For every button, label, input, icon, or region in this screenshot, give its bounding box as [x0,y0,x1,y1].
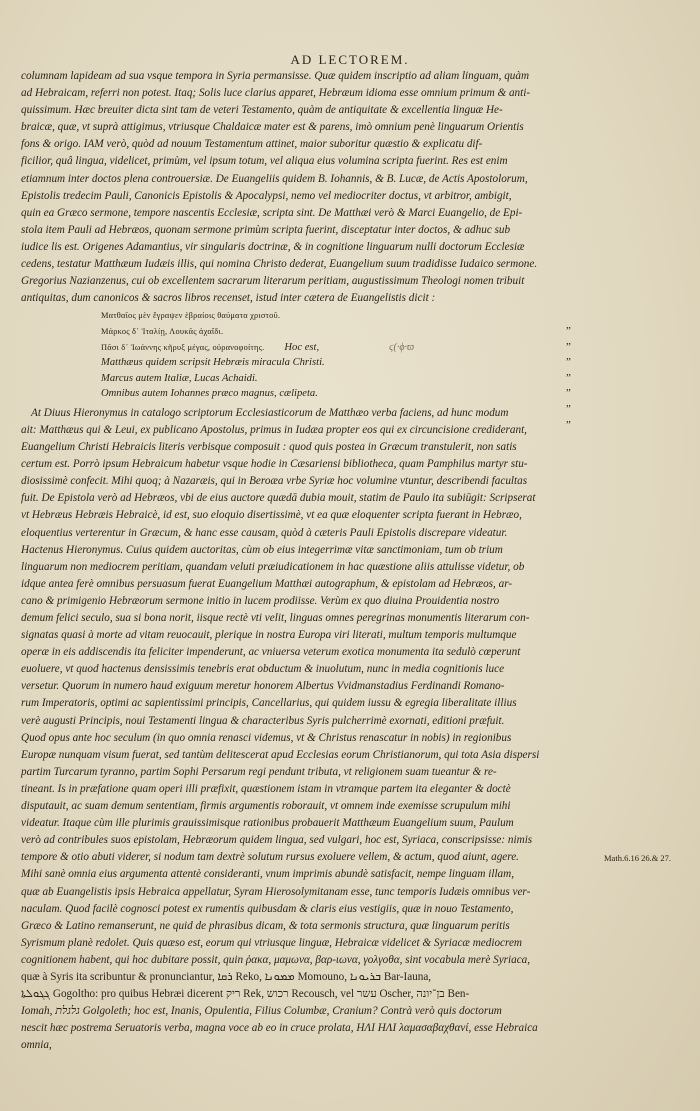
catchword: omnia, [21,1039,52,1052]
text-line: verè augusti Principis, noui Testamenti lingua & characteribus Syris pulcherrimè exornati, editioni præfuit. [21,714,505,727]
text-line: quissimum. Hæc breuiter dicta sint tam de veteri Testamento, quàm de antiquitate & excellentia linguæ He- [21,104,503,117]
text-line: ad Hebraicam, referri non potest. Itaq; Solis luce clarius apparet, Hebræum idioma esse omnium primum & anti- [21,87,531,100]
text-line: versetur. Quorum in numero haud exiguum meretur honorem Albertus Vvidmanstadius Ferdinandi Romano- [21,680,505,693]
text-line: tempore & otio abuti viderer, si nodum tam dextrè solutum rursus exoluere vellem, & actum, quod aiunt, agere. [21,851,519,864]
text-line: Epistolis tredecim Pauli, Canonicis Epistolis & Apocalypsi, nemo vel mediocriter doctus, vt arbitror, ambigit, [21,189,512,202]
quote-mark: „ [566,334,571,347]
quote-mark: „ [566,319,571,331]
text-line: Quod opus ante hoc seculum (in quo omnia renasci videmus, vt & Christus renascatur in nobis) in regionibus [21,731,512,744]
text-line: fuit. De Epistola verò ad Hebræos, vbi de eius auctore quædā dubia mouit, statim de Paulo ita subiūgit: Scripserat [21,492,536,505]
greek-verse: Ματθαῖος μὲν ἔγραψεν ἑβραίοις θαύματα χριστοῦ. [101,311,281,321]
text-line: stola item Pauli ad Hebræos, quonam sermone primùm scripta fuerint, disceptatur inter doctos, & adhuc sub [21,223,511,236]
text-line: signatas quasi à morte ad vitam reuocauit, plerique in nostra Europa viri literati, multum temporis multumque [21,629,517,642]
text-line: ficilior, quâ lingua, videlicet, primùm, vel ipsum totum, vel aliqua eius volumina scripta fuerint. Res est enim [21,155,508,168]
intro-paragraph [21,68,545,307]
text-line: quin ea Græco sermone, tempore nascentis Ecclesiæ, scripta sint. De Matthæi verò & Marci Euangelio, de Epi- [21,206,523,219]
quote-mark: „ [566,365,571,378]
text-line: Hactenus Hieronymus. Cuius quidem auctoritas, cùm ob eius integerrimæ vitæ sanctimoniam, tum ob trium [21,543,503,556]
text-line: euoluere, vt quod hactenus densissimis tenebris erat obductum & inuolutum, nunc in media cognitionis luce [21,663,505,676]
quotation-block [101,308,545,402]
quote-marks-column [566,318,586,427]
main-paragraph [21,405,545,1055]
greek-verse: Πᾶσι δ᾽ Ἰωάννης κῆρυξ μέγας, οὐρανοφοίτης. [101,342,265,352]
text-line: tineant. Is in præfatione quam operi illi præfixit, quæstionem istam in vtramque partem ita eleganter & doctè [21,782,511,795]
text-line: At Diuus Hieronymus in catalogo scriptorum Ecclesiasticorum de Matthæo verba faciens, ad hunc modum [31,406,509,419]
quote-mark: „ [566,396,571,409]
hoc-est-label: Hoc est, [284,341,320,353]
quote-mark: „ [566,350,571,363]
text-line: Mihi sanè omnia eius argumenta attentè consideranti, vnum imprimis abundè satisfacit, nempe linguam illam, [21,868,515,881]
text-line: nescit hæc postrema Seruatoris verba, magna voce ab eo in cruce prolata, ΗΛΙ ΗΛΙ λαμασαβαχθανί, esse Hebraica [21,1022,538,1035]
text-line: Euangelium Christi Hebraicis literis verbisque composuit : quod quis postea in Græcum transtulerit, non satis [21,441,517,454]
ink-smudge: ϛ(·ϕ·ϖ [389,341,415,353]
page-header: AD LECTOREM. [290,52,410,67]
text-line: certum est. Porrò ipsum Hebraicum habetur vsque hodie in Cæsariensi bibliotheca, quam Pamphilus martyr stu- [21,458,528,471]
text-line: cedens, testatur Matthæum Iudæis illis, qui nomina Christo dederat, Euangelium suum tradidisse Iudaico sermone. [21,258,538,271]
text-line: videatur. Itaque cùm ille plurimis grauissimisque rationibus probauerit Matthæum Euangelium suum, Paulum [21,817,514,830]
text-line: quæ ab Euangelistis ipsis Hebraica appellatur, Syram Hierosolymitanam esse, tunc temporis Iudæis omnibus ver- [21,885,531,898]
margin-note: Math.6.16 26.& 27. [604,853,672,863]
text-line: antiquitas, dum canonicos & sacros libros recenset, istud inter cætera de Euangelistis dicit : [21,292,436,305]
text-line: columnam lapideam ad sua vsque tempora in Syria permansisse. Quæ quidem inscriptio ad aliam linguam, quàm [21,70,530,82]
text-line: Gregorius Nazianzenus, cui ob excellentem sacrarum literarum peritiam, augustissimum Theologi nomen tribuit [21,275,525,288]
latin-verse: Omnibus autem Iohannes præco magnus, cælipeta. [101,388,318,400]
text-line: fons & origo. IAM verò, quòd ad nouum Testamentum attinet, maior suboritur quæstio & explicatu dif- [21,138,483,151]
text-line: braicæ, quæ, vt suprà attigimus, vtriusque Chaldaicæ mater est & parens, imò omnium penè linguarum Orientis [21,121,524,134]
text-line: Græco & Latino remanserunt, ne quid de phrasibus dicam, & tota sermonis structura, quæ linguarum peritis [21,919,510,932]
greek-verse-row [101,340,545,356]
text-line: naculam. Quod facilè cognosci potest ex rumentis quibusdam & claris eius vestigiis, quæ in nouo Testamento, [21,902,514,915]
text-line: partim Turcarum tyranno, partim Sophi Persarum regi pendunt tributa, vt religionem suam tueantur & re- [21,765,497,778]
text-line: eloquentius verterentur in Græcum, & hanc esse causam, quòd à cæteris Pauli Epistolis discrepare videatur. [21,526,508,539]
text-line: vt Hebræus Hebræis Hebraicè, id est, suo eloquio disertissimè, vt ea quæ eloquenter scripta fuerant in Hebræo, [21,509,522,522]
text-line: linguarum non mediocrem peritiam, quandam veluti præiudicationem in hac quæstione aliis attulisse videtur, ob [21,560,525,573]
text-line: diosissimè confecit. Mihi quoq; à Nazaræis, qui in Beroæa vrbe Syriæ hoc volumine vtuntur, describendi facultas [21,475,528,488]
latin-verse: Marcus autem Italiæ, Lucas Achaidi. [101,372,258,384]
latin-verse: Matthæus quidem scripsit Hebræis miracula Christi. [101,357,325,369]
text-line: ܓܓܘܠܬܐ Gogoltho: pro quibus Hebræi dicerent ריק Rek, רכוש Recousch, vel עשר Oscher, בן־יונה Ben- [21,988,470,1001]
greek-verse: Μάρκος δ᾽ Ἰταλίῃ, Λουκᾶς ἀχαΐδι. [101,326,224,336]
text-line: Syrismum planè redolet. Quis quæso est, eorum qui vtriusque linguæ, Hebraicæ videlicet & Syriacæ mediocrem [21,936,522,949]
main-text [21,68,545,1054]
quote-mark: „ [566,412,571,425]
text-line: Europæ nunquam visum fuerat, sed tantùm delitescerat apud Ecclesias eorum Christianorum, qui tota Asia dispersi [21,748,540,761]
quote-mark: „ [566,381,571,394]
text-line: etiamnum inter doctos plena controuersiæ. De Euangeliis quidem B. Iohannis, & B. Lucæ, de Actis Apostolorum, [21,172,528,185]
text-line: demum felici seculo, sua si bona norit, iisque rectè vti velit, linguas omnes peregrinas monumentis literarum con- [21,612,530,624]
text-line: cano & primigenio Hebræorum sermone initio in lucem prodiisse. Verùm ex quo diuina Prouidentia nostro [21,594,500,607]
text-line: rum Imperatoris, optimi ac sapientissimi principis, Cancellarius, qui quidem iussu & egregia liberalitate illius [21,697,517,710]
text-line: cognitionem habent, qui hoc dubitare possit, quin ῥακα, μαμωνα, βαρ-ιωνα, γολγοθα, sint vocabula merè Syriaca, [21,953,531,966]
text-line: verò ad contribules suos epistolam, Hebræorum quidem lingua, sed vulgari, hoc est, Syriaca, conscripsisse: nimis [21,834,533,847]
text-line: operæ in eis addiscendis ita feliciter impenderunt, ac vniuersa veterum exotica monumenta ita sedulò cœperunt [21,646,521,659]
text-line: disputauit, ac suam demum sententiam, firmis argumentis roborauit, vt omnem inde exemisse scrupulum mihi [21,800,511,813]
text-line: idque antea ferè omnibus persuasum fuerat Euangelium Matthæi autographum, & epistolam ad Hebræos, ar- [21,577,513,590]
text-line: ait: Matthæus qui & Leui, ex publicano Apostolus, primus in Iudæa propter eos qui ex circuncisione crediderant, [21,423,527,436]
text-line: quæ à Syris ita scribuntur & pronunciantur, ܪܩܐ Reko, ܡܡܘܢܐ Momouno, ܒܪܝܘܢܐ Bar-Iauna, [21,970,432,983]
text-line: Iomah, גלגלת Golgoleth; hoc est, Inanis, Opulentia, Filius Columbæ, Cranium? Contrà verò quis doctorum [21,1005,502,1018]
blank-margin [0,1020,700,1111]
text-line: iudice lis est. Origenes Adamantius, vir singularis doctrinæ, & in cognitione linguarum nulli doctorum Ecclesiæ [21,240,525,253]
